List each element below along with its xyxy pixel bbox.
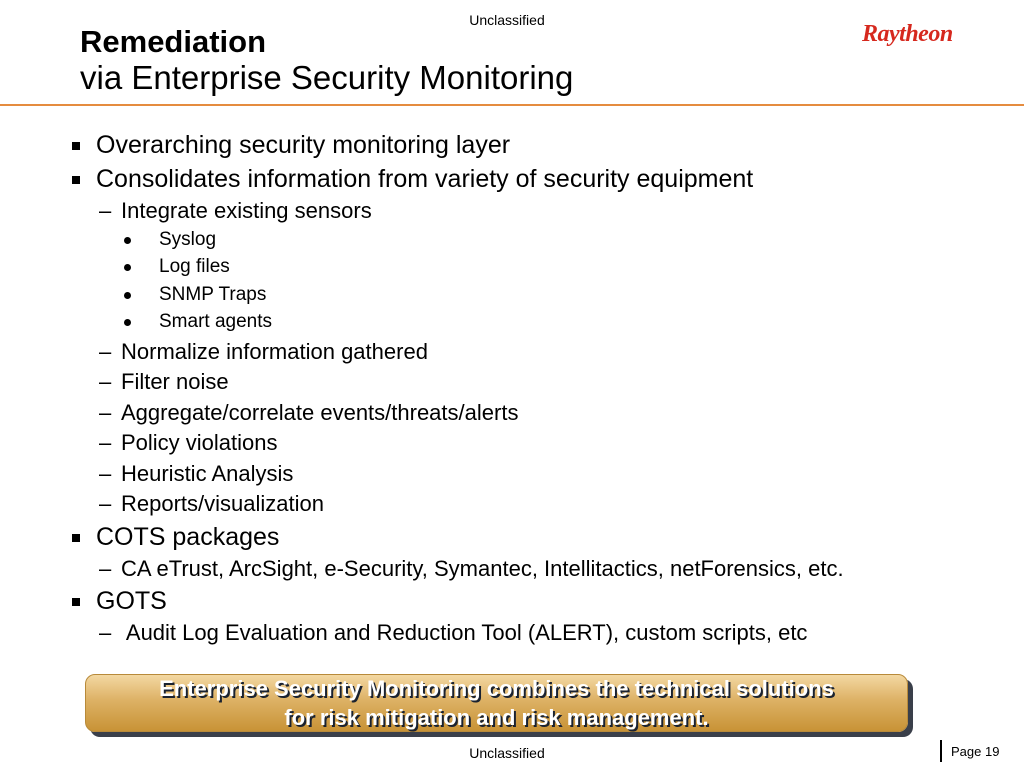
dash-bullet-icon: –: [99, 198, 112, 223]
classification-banner-bottom: Unclassified: [469, 745, 545, 761]
summary-callout: [85, 674, 908, 732]
sub-bullet-item: [0, 554, 1024, 585]
bullet-text: Integrate existing sensors: [121, 198, 372, 223]
bullet-text: Normalize information gathered: [121, 338, 428, 364]
sub-bullet-item: [0, 428, 1024, 459]
bullet-text: Log files: [159, 256, 230, 277]
page-number: Page 19: [951, 744, 1000, 759]
classification-banner-top: Unclassified: [469, 12, 545, 28]
header-divider: [0, 104, 1024, 106]
sub-sub-bullet-item: [0, 227, 1024, 255]
bullet-text: CA eTrust, ArcSight, e-Security, Symantec, Intellitactics, netForensics, etc.: [121, 555, 844, 581]
bullet-text: Audit Log Evaluation and Reduction Tool (ALERT), custom scripts, etc: [121, 620, 808, 645]
bullet-text: Policy violations: [121, 430, 278, 455]
callout-text-line2: for risk mitigation and risk management.: [284, 705, 709, 730]
dash-bullet-icon: –: [99, 399, 112, 425]
dash-bullet-icon: –: [99, 620, 112, 645]
bullet-item: [0, 162, 1024, 196]
sub-bullet-item: [0, 398, 1024, 429]
square-bullet-icon: [72, 142, 80, 150]
bullet-text: Aggregate/correlate events/threats/alerts: [121, 399, 519, 425]
bullet-text: Syslog: [159, 228, 217, 250]
bullet-text: SNMP Traps: [159, 283, 267, 305]
sub-bullet-item: [0, 459, 1024, 490]
sub-bullet-item: [0, 489, 1024, 520]
raytheon-logo: Raytheon: [862, 21, 953, 47]
bullet-text: Heuristic Analysis: [121, 460, 294, 486]
bullet-text: Reports/visualization: [121, 491, 324, 516]
bullet-list: [0, 128, 1024, 649]
square-bullet-icon: [72, 534, 80, 542]
slide-title: [80, 24, 573, 96]
dot-bullet-icon: [124, 264, 131, 271]
bullet-text: Filter noise: [121, 369, 229, 394]
dot-bullet-icon: [124, 237, 131, 244]
dot-bullet-icon: [124, 319, 131, 326]
sub-bullet-item: [0, 196, 1024, 227]
dash-bullet-icon: –: [99, 460, 112, 486]
sub-bullet-item: [0, 618, 1024, 649]
slide-title-line1: Remediation: [80, 24, 267, 59]
dash-bullet-icon: –: [99, 430, 112, 455]
dash-bullet-icon: –: [99, 491, 112, 516]
bullet-item: [0, 128, 1024, 162]
slide-title-line2: via Enterprise Security Monitoring: [80, 59, 574, 96]
callout-text-line1: Enterprise Security Monitoring combines the technical solutions: [159, 676, 834, 701]
dot-bullet-icon: [124, 292, 131, 299]
bullet-text: Overarching security monitoring layer: [96, 131, 511, 159]
square-bullet-icon: [72, 598, 80, 606]
bullet-text: GOTS: [96, 587, 167, 615]
dash-bullet-icon: –: [99, 555, 112, 581]
sub-sub-bullet-item: [0, 282, 1024, 310]
dash-bullet-icon: –: [99, 369, 112, 394]
sub-bullet-item: [0, 337, 1024, 368]
sub-sub-bullet-item: [0, 309, 1024, 337]
bullet-text: Smart agents: [159, 311, 272, 332]
sub-bullet-item: [0, 367, 1024, 398]
dash-bullet-icon: –: [99, 338, 112, 364]
bullet-text: Consolidates information from variety of security equipment: [96, 165, 754, 193]
bullet-item: [0, 520, 1024, 554]
footer-divider: [940, 740, 942, 762]
sub-sub-bullet-item: [0, 254, 1024, 282]
bullet-text: COTS packages: [96, 522, 280, 551]
square-bullet-icon: [72, 176, 80, 184]
bullet-item: [0, 584, 1024, 618]
